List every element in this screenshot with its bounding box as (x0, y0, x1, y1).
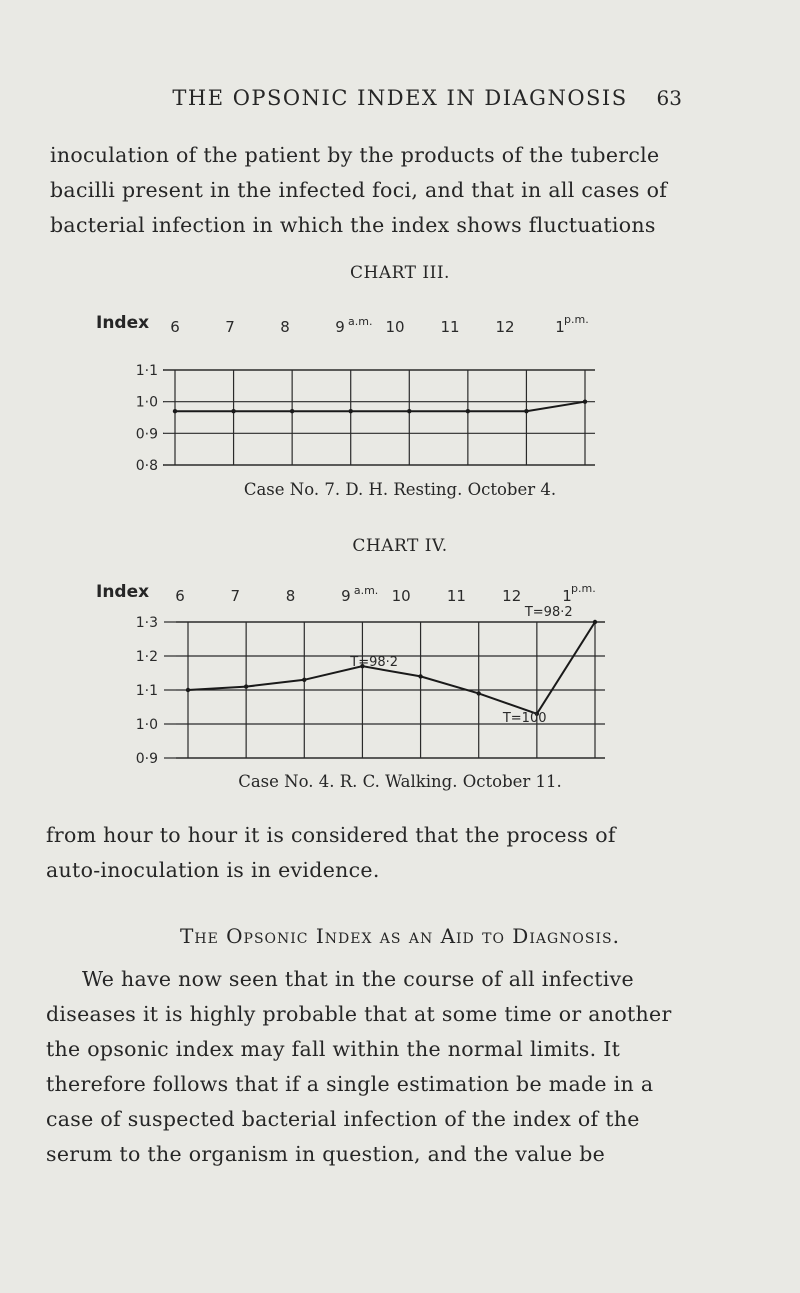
x-tick-label: 12 (495, 318, 515, 336)
x-tick-label: 9 (341, 587, 351, 605)
text-line: auto-inoculation is in evidence. (46, 858, 380, 882)
series-point (593, 620, 597, 624)
y-tick-label: 1·3 (135, 615, 158, 631)
x-tick-label: 10 (385, 318, 405, 336)
x-tick-label: 7 (225, 318, 235, 336)
y-tick-label: 1·1 (135, 363, 158, 379)
text-line: case of suspected bacterial infection of the index of the (46, 1107, 640, 1131)
pm-mark: p.m. (564, 313, 589, 326)
text-line: bacilli present in the infected foci, and that in all cases of (50, 178, 668, 202)
x-tick-label: 6 (175, 587, 185, 605)
series-point (477, 691, 481, 695)
text-line: bacterial infection in which the index shows fluctuations (50, 213, 656, 237)
y-tick-label: 1·0 (135, 717, 158, 733)
x-tick-label: 7 (230, 587, 241, 605)
series-point (349, 409, 353, 413)
x-tick-label: 12 (502, 587, 522, 605)
chart3-case-note: Case No. 7. D. H. Resting. October 4. (243, 480, 557, 499)
x-tick-label: 8 (285, 587, 296, 605)
am-mark: a.m. (353, 584, 379, 597)
chart3-index-label: Index (96, 313, 150, 333)
x-tick-label: 1 (562, 587, 572, 605)
series-point (466, 409, 470, 413)
text-line: inoculation of the patient by the products of the tubercle (50, 143, 660, 167)
x-tick-label: 10 (391, 587, 411, 605)
paragraph-2 (46, 818, 746, 888)
temperature-label: T=100 (502, 711, 547, 726)
text-line: therefore follows that if a single estimation be made in a (46, 1072, 654, 1096)
text-line: diseases it is highly probable that at some time or another (46, 1002, 672, 1026)
y-tick-label: 1·2 (135, 649, 158, 665)
text-line: from hour to hour it is considered that the process of (46, 823, 616, 847)
series-point (418, 674, 422, 678)
x-tick-label: 6 (170, 318, 180, 336)
series-point (407, 409, 411, 413)
series-point (583, 399, 587, 403)
temperature-label: T=98·2 (524, 605, 573, 620)
running-head: THE OPSONIC INDEX IN DIAGNOSIS (172, 86, 628, 110)
series-point (186, 688, 190, 692)
text-line: serum to the organism in question, and the value be (46, 1142, 606, 1166)
x-tick-label: 9 (335, 318, 345, 336)
chart3-caption: CHART III. (350, 263, 450, 283)
page-number: 63 (656, 86, 682, 110)
y-tick-label: 1·1 (135, 683, 158, 699)
text-line: the opsonic index may fall within the normal limits. It (46, 1037, 621, 1061)
series-point (173, 409, 177, 413)
paragraph-3 (46, 962, 756, 1172)
series-point (290, 409, 294, 413)
series-point (302, 678, 306, 682)
x-tick-label: 11 (440, 318, 460, 336)
text-line: We have now seen that in the course of all infective (82, 967, 634, 991)
x-tick-label: 8 (280, 318, 290, 336)
x-tick-label: 11 (446, 587, 466, 605)
series-point (231, 409, 235, 413)
chart4-index-label: Index (96, 582, 150, 602)
y-tick-label: 1·0 (135, 394, 158, 411)
chart4-case-note: Case No. 4. R. C. Walking. October 11. (238, 772, 562, 791)
series-line (175, 402, 585, 412)
y-tick-label: 0·9 (135, 426, 158, 443)
temperature-label: T=98·2 (350, 655, 399, 670)
chart4-caption: CHART IV. (352, 536, 448, 556)
section-heading: The Opsonic Index as an Aid to Diagnosis. (180, 924, 620, 948)
series-point (524, 409, 528, 413)
x-tick-label: 1 (555, 318, 565, 336)
y-tick-label: 0·9 (135, 751, 158, 767)
y-tick-label: 0·8 (135, 458, 158, 474)
series-point (244, 684, 248, 688)
am-mark: a.m. (348, 315, 373, 328)
pm-mark: p.m. (571, 582, 596, 595)
